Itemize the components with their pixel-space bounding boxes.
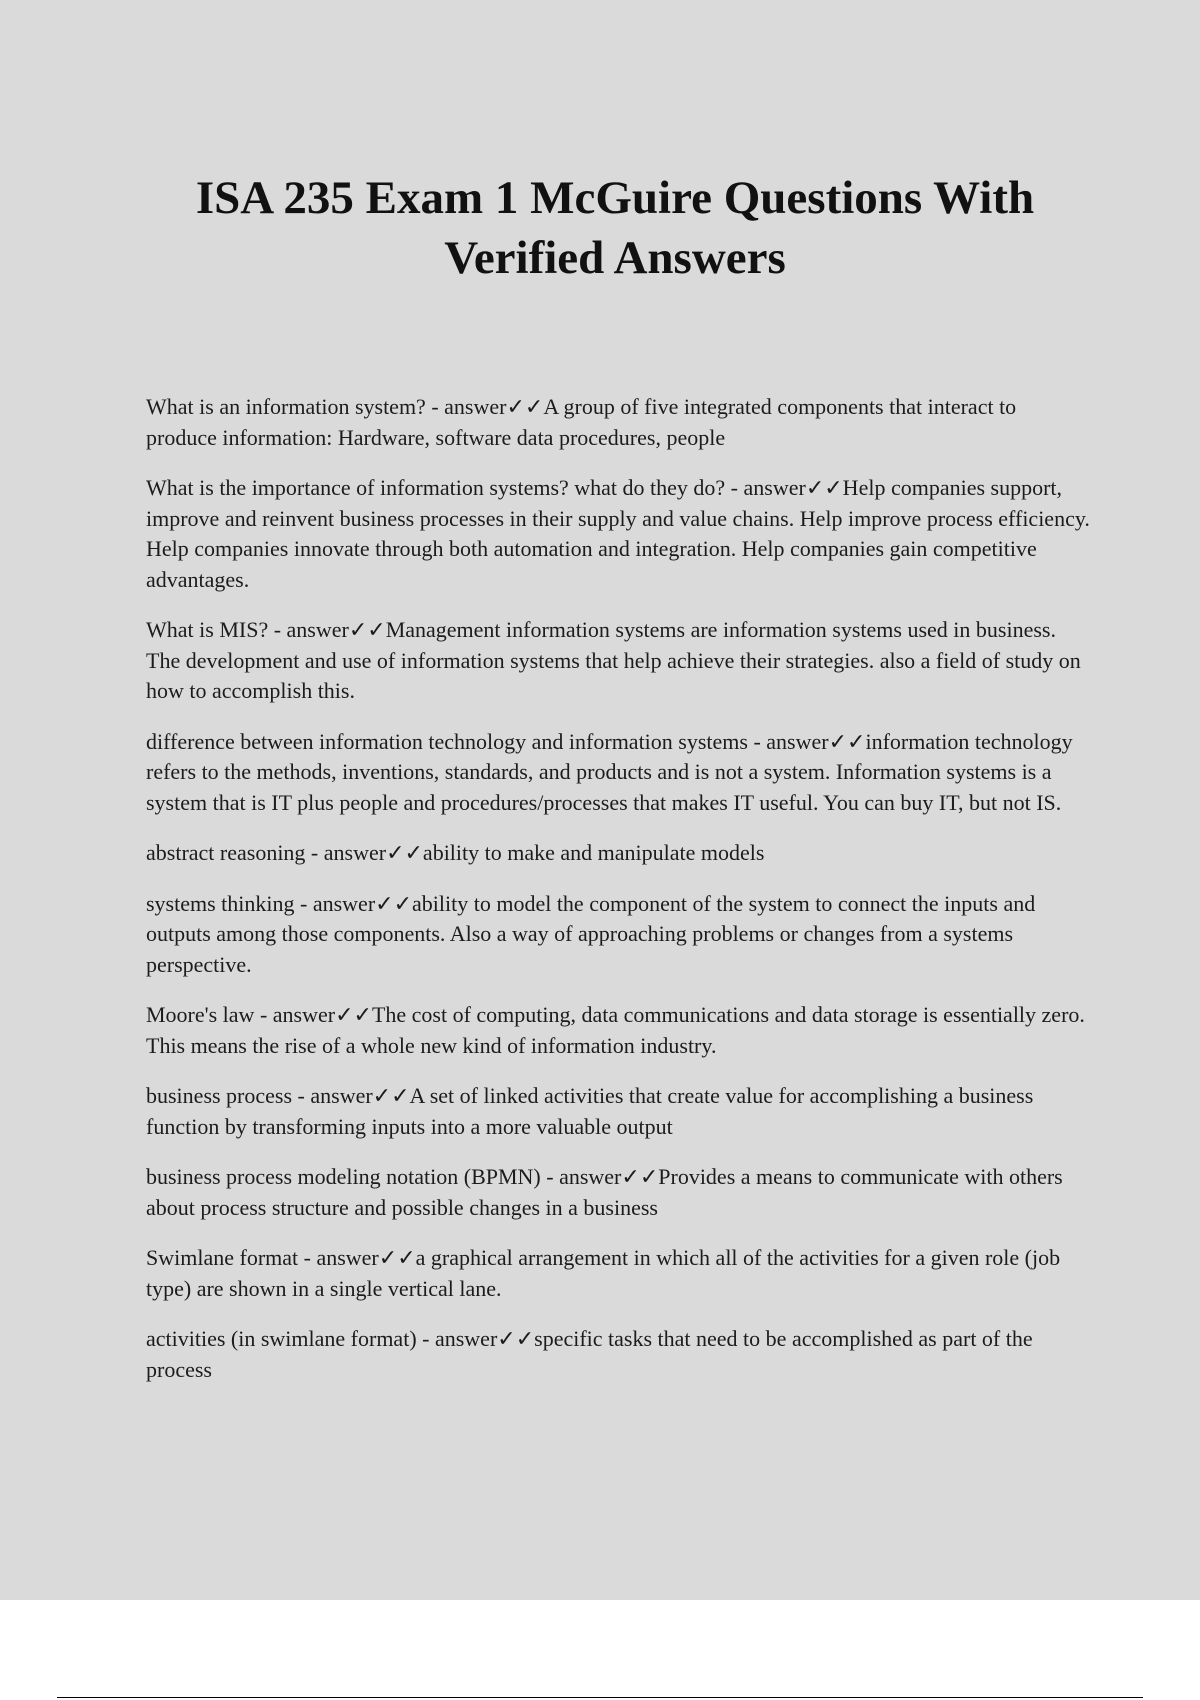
qa-item: difference between information technology and information systems - answer✓✓information technology refers to the methods, inventions, standards, and products and is not a system. Information systems is a system that is IT plus people and procedures/processes that makes IT useful. You can buy IT, but not IS. [146,728,1073,815]
footer-divider [57,1697,1143,1698]
qa-item: What is MIS? - answer✓✓Management information systems are information systems used in business. The development and use of information systems that help achieve their strategies. also a field of study on how to accomplish this. [146,617,1081,703]
qa-item: Swimlane format - answer✓✓a graphical arrangement in which all of the activities for a given role (job type) are shown in a single vertical lane. [146,1245,1061,1301]
document-title: ISA 235 Exam 1 McGuire Questions With Verified Answers [195,172,1035,284]
qa-item: business process modeling notation (BPMN) - answer✓✓Provides a means to communicate with others about process structure and possible changes in a business [146,1164,1063,1220]
qa-item: business process - answer✓✓A set of linked activities that create value for accomplishing a business function by transforming inputs into a more valuable output [146,1083,1034,1139]
qa-item: abstract reasoning - answer✓✓ability to make and manipulate models [146,840,765,865]
question-answer-list [146,392,1092,1405]
qa-item: What is an information system? - answer✓✓A group of five integrated components that interact to produce information: Hardware, software data procedures, people [146,394,1017,450]
qa-item: activities (in swimlane format) - answer✓✓specific tasks that need to be accomplished as part of the process [146,1326,1033,1382]
qa-item: systems thinking - answer✓✓ability to model the component of the system to connect the inputs and outputs among those components. Also a way of approaching problems or changes from a systems perspective. [146,890,1036,977]
qa-item: What is the importance of information systems? what do they do? - answer✓✓Help companies support, improve and reinvent business processes in their supply and value chains. Help improve process efficiency. Help companies innovate through both automation and integration. Help companies gain competitive advantages. [146,475,1090,592]
qa-item: Moore's law - answer✓✓The cost of computing, data communications and data storage is essentially zero. This means the rise of a whole new kind of information industry. [146,1002,1085,1058]
